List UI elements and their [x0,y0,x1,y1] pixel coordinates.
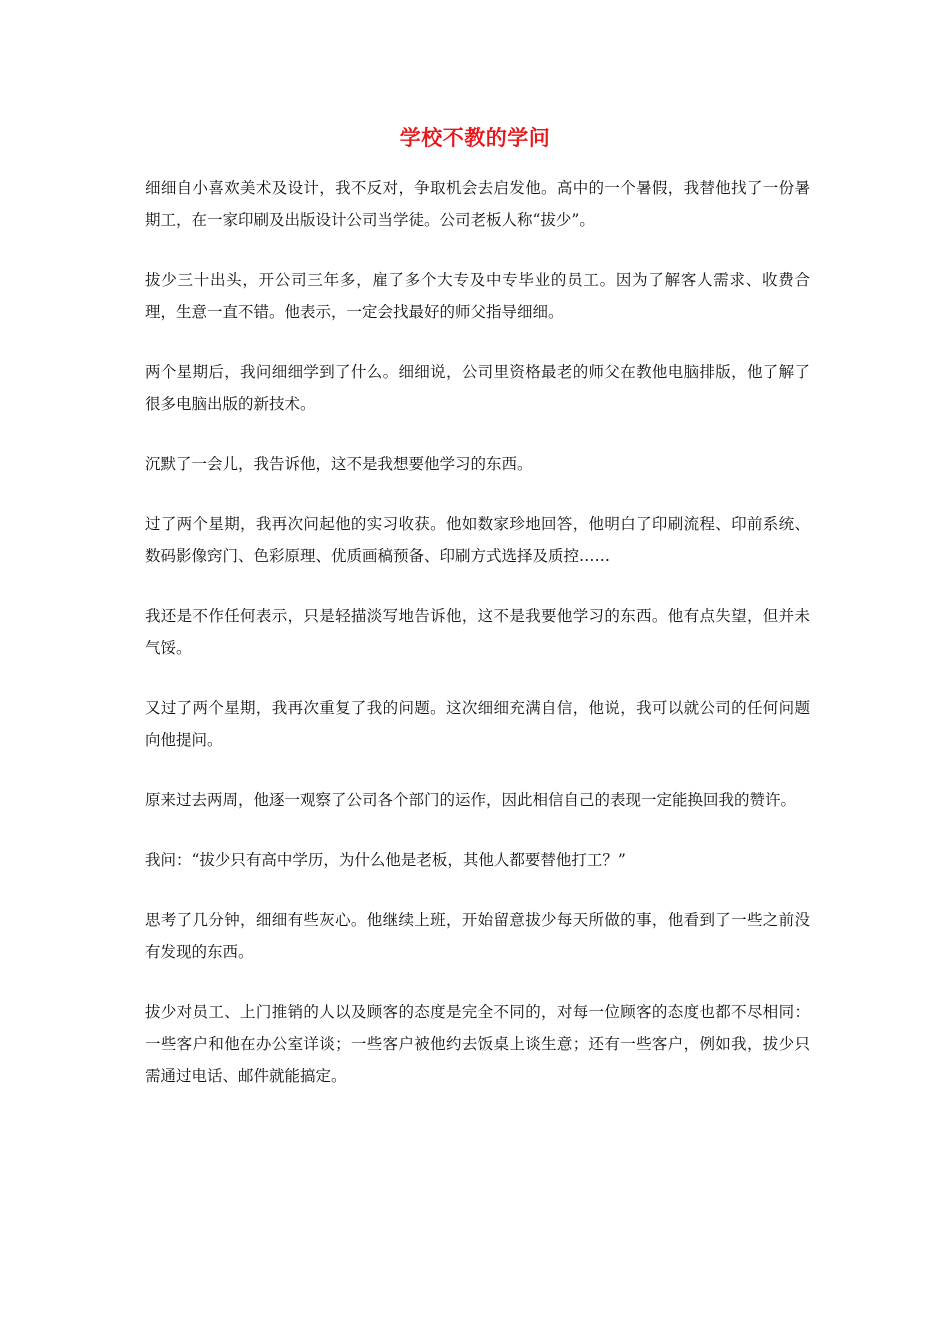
paragraph: 拔少三十出头，开公司三年多，雇了多个大专及中专毕业的员工。因为了解客人需求、收费合理，生意一直不错。他表示，一定会找最好的师父指导细细。 [145,271,810,321]
paragraph: 又过了两个星期，我再次重复了我的问题。这次细细充满自信，他说，我可以就公司的任何问题向他提问。 [145,699,810,749]
paragraph: 思考了几分钟，细细有些灰心。他继续上班，开始留意拔少每天所做的事，他看到了一些之前没有发现的东西。 [145,911,810,961]
document-title: 学校不教的学问 [399,126,551,150]
paragraph: 两个星期后，我问细细学到了什么。细细说，公司里资格最老的师父在教他电脑排版，他了解了很多电脑出版的新技术。 [145,363,810,413]
paragraph: 沉默了一会儿，我告诉他，这不是我想要他学习的东西。 [145,455,533,473]
paragraph: 过了两个星期，我再次问起他的实习收获。他如数家珍地回答，他明白了印刷流程、印前系统、数码影像窍门、色彩原理、优质画稿预备、印刷方式选择及质控…… [145,515,810,565]
paragraph: 我问：“拔少只有高中学历，为什么他是老板，其他人都要替他打工？” [145,851,626,869]
paragraph: 拔少对员工、上门推销的人以及顾客的态度是完全不同的，对每一位顾客的态度也都不尽相同：一些客户和他在办公室详谈；一些客户被他约去饭桌上谈生意；还有一些客户，例如我，拔少只需通过电话、邮件就能搞定。 [145,1003,810,1085]
paragraph: 原来过去两周，他逐一观察了公司各个部门的运作，因此相信自己的表现一定能换回我的赞许。 [145,791,797,809]
paragraph: 细细自小喜欢美术及设计，我不反对，争取机会去启发他。高中的一个暑假，我替他找了一份暑期工，在一家印刷及出版设计公司当学徒。公司老板人称“拔少”。 [145,179,810,229]
paragraph: 我还是不作任何表示，只是轻描淡写地告诉他，这不是我要他学习的东西。他有点失望，但并未气馁。 [145,607,810,657]
document-body [145,172,810,1120]
